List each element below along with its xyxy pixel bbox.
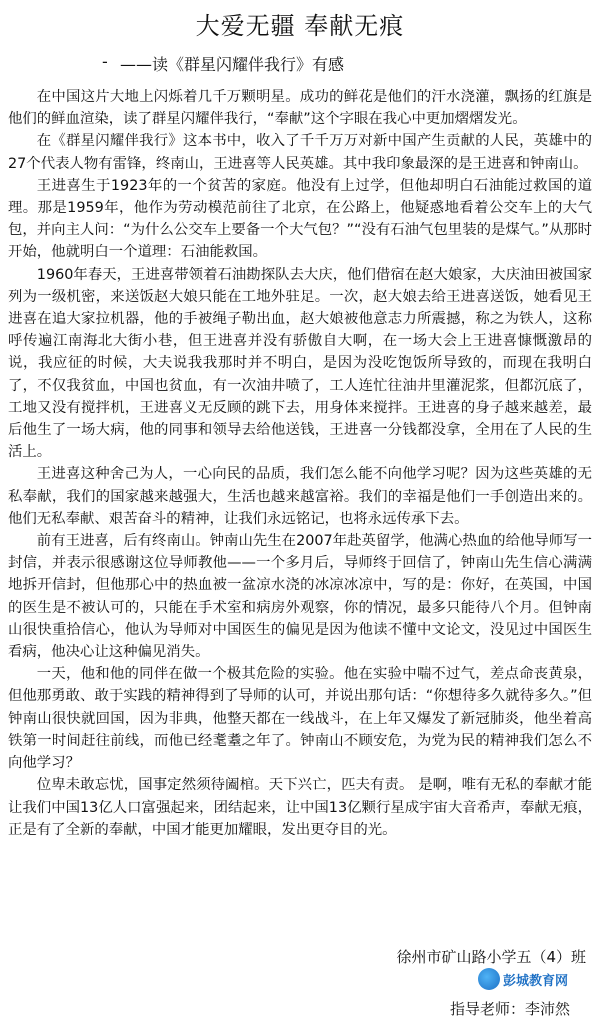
paragraph: 1960年春天，王进喜带领着石油勘探队去大庆，他们借宿在赵大娘家，大庆油田被国家列为一级机密，来送饭赵大娘只能在工地外驻足。一次，赵大娘去给王进喜送饭，她看见王进喜在追大家拉机器，他的手被绳子勒出血，赵大娘被他意志力所震撼，称之为铁人，这称呼传遍江南海北大街小巷，但王进喜并没有骄傲自大啊，在一场大会上王进喜慷慨激昂的说，我应征的时候，大夫说我我那时并不明白，是因为没吃饱饭所导致的，而现在我明白了，不仅我贫血，中国也贫血，有一次油井喷了，工人连忙往油井里灌泥浆，但都沉底了，工地又没有搅拌机，王进喜义无反顾的跳下去，用身体来搅拌。王进喜的身子越来越差，最后他生了一场大病，他的同事和领导去给他送钱，王进喜一分钱都没拿，全用在了人民的生活上。 [8, 266, 592, 461]
paragraph: 王进喜这种舍己为人，一心向民的品质，我们怎么能不向他学习呢？因为这些英雄的无私奉献，我们的国家越来越强大，生活也越来越富裕。我们的幸福是他们一手创造出来的。他们无私奉献、艰苦奋斗的精神，让我们永远铭记，也将永远传承下去。 [8, 466, 592, 527]
watermark-logo [478, 966, 594, 992]
essay-body [8, 86, 592, 841]
essay-subtitle: ——读《群星闪耀伴我行》有感 [120, 55, 345, 74]
paragraph: 位卑未敢忘忧，国事定然须待阖棺。天下兴亡，匹夫有责。 是啊，唯有无私的奉献才能让我们中国13亿人口富强起来，团结起来，让中国13亿颗行星成宇宙大音希声，奉献无痕，正是有了全新的奉献，中国才能更加耀眼，发出更夺目的光。 [8, 777, 592, 838]
paragraph: 王进喜生于1923年的一个贫苦的家庭。他没有上过学，但他却明白石油能过救国的道理。那是1959年，他作为劳动模范前往了北京，在公路上，他疑惑地看着公交车上的大气包，并向主人问：“为什么公交车上要备一个大气包？”“没有石油气包里装的是煤气。”从那时开始，他就明白一个道理：石油能救国。 [8, 177, 592, 261]
subtitle-dash: - [102, 52, 108, 71]
paragraph: 在中国这片大地上闪烁着几千万颗明星。成功的鲜花是他们的汗水浇灌，飘扬的红旗是他们的鲜血渲染，读了群星闪耀伴我行，“奉献”这个字眼在我心中更加熠熠发光。 [8, 89, 592, 128]
essay-title: 大爱无疆 奉献无痕 [195, 12, 405, 40]
advisor-signature: 指导老师：李沛然 [449, 1000, 570, 1018]
globe-icon [478, 968, 500, 990]
paragraph: 前有王进喜，后有终南山。钟南山先生在2007年赴英留学，他满心热血的给他导师写一封信，并表示很感谢这位导师教他——一个多月后，导师终于回信了，钟南山先生信心满满地拆开信封，但他那心中的热血被一盆凉水浇的冰凉冰凉中，写的是：你好，在英国，中国的医生是不被认可的，只能在手术室和病房外观察，你的情况，最多只能待八个月。但钟南山很快重拾信心，他认为导师对中国医生的偏见是因为他读不懂中文论文，没见过中国医生看病，他决心让这种偏见消失。 [8, 533, 592, 661]
paragraph: 在《群星闪耀伴我行》这本书中，收入了千千万万对新中国产生贡献的人民，英雄中的27个代表人物有雷锋，终南山，王进喜等人民英雄。其中我印象最深的是王进喜和钟南山。 [8, 133, 592, 172]
watermark-text: 彭城教育网 [503, 973, 569, 989]
paragraph: 一天，他和他的同伴在做一个极其危险的实验。他在实验中喘不过气，差点命丧黄泉，但他那勇敢、敢于实践的精神得到了导师的认可，并说出那句话：“你想待多久就待多久。”但钟南山很快就回国，因为非典，他整天都在一线战斗，在上年又爆发了新冠肺炎，他坐着高铁第一时间赶往前线，而他已经耄耋之年了。钟南山不顾安危，为党为民的精神我们怎么不向他学习？ [8, 666, 592, 772]
school-class-signature: 徐州市矿山路小学五（4）班 [396, 948, 586, 966]
